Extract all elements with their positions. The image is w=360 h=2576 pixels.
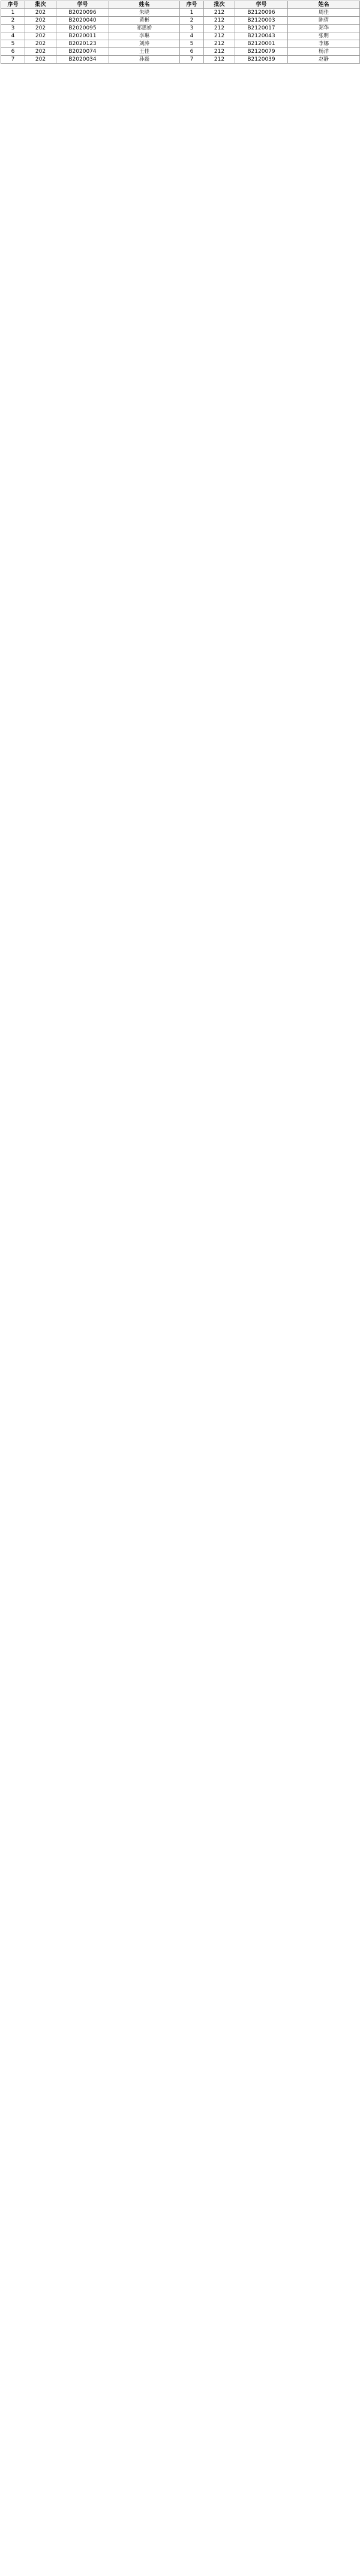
cell-student-id-left: B2020040 xyxy=(56,17,109,25)
cell-seq-right: 4 xyxy=(180,32,204,40)
cell-batch-left: 202 xyxy=(25,56,56,64)
cell-seq-left: 6 xyxy=(1,48,25,56)
header-name-right: 姓名 xyxy=(288,1,360,9)
cell-name-right: 张明 xyxy=(288,32,360,40)
header-row xyxy=(1,1,360,9)
header-batch-left: 批次 xyxy=(25,1,56,9)
cell-student-id-right: B2120096 xyxy=(235,9,288,17)
cell-seq-right: 2 xyxy=(180,17,204,25)
table-row xyxy=(1,40,360,48)
table-row xyxy=(1,48,360,56)
cell-batch-left: 202 xyxy=(25,9,56,17)
cell-batch-right: 212 xyxy=(204,40,235,48)
table-header xyxy=(1,1,360,9)
table-body xyxy=(1,9,360,64)
cell-name-left: 王佳 xyxy=(109,48,180,56)
cell-seq-left: 3 xyxy=(1,25,25,32)
cell-seq-left: 7 xyxy=(1,56,25,64)
cell-batch-left: 202 xyxy=(25,40,56,48)
cell-name-left: 孙磊 xyxy=(109,56,180,64)
cell-student-id-left: B2020095 xyxy=(56,25,109,32)
cell-name-right: 李娜 xyxy=(288,40,360,48)
cell-student-id-right: B2120003 xyxy=(235,17,288,25)
table-row xyxy=(1,9,360,17)
cell-name-left: 李琳 xyxy=(109,32,180,40)
cell-batch-left: 202 xyxy=(25,48,56,56)
cell-name-left: 黄彬 xyxy=(109,17,180,25)
cell-student-id-left: B2020096 xyxy=(56,9,109,17)
cell-batch-right: 212 xyxy=(204,48,235,56)
cell-name-right: 郑华 xyxy=(288,25,360,32)
cell-seq-right: 7 xyxy=(180,56,204,64)
cell-seq-right: 6 xyxy=(180,48,204,56)
cell-seq-left: 4 xyxy=(1,32,25,40)
cell-batch-right: 212 xyxy=(204,56,235,64)
header-batch-right: 批次 xyxy=(204,1,235,9)
cell-seq-right: 3 xyxy=(180,25,204,32)
cell-name-left: 刘涛 xyxy=(109,40,180,48)
cell-student-id-left: B2020123 xyxy=(56,40,109,48)
cell-seq-right: 1 xyxy=(180,9,204,17)
table-row xyxy=(1,25,360,32)
cell-seq-right: 5 xyxy=(180,40,204,48)
table-row xyxy=(1,56,360,64)
header-name-left: 姓名 xyxy=(109,1,180,9)
cell-batch-right: 212 xyxy=(204,25,235,32)
table-row xyxy=(1,32,360,40)
cell-student-id-right: B2120001 xyxy=(235,40,288,48)
cell-name-right: 赵静 xyxy=(288,56,360,64)
cell-student-id-left: B2020034 xyxy=(56,56,109,64)
header-seq-left: 序号 xyxy=(1,1,25,9)
cell-batch-right: 212 xyxy=(204,32,235,40)
header-student-id-right: 学号 xyxy=(235,1,288,9)
cell-seq-left: 1 xyxy=(1,9,25,17)
cell-batch-left: 202 xyxy=(25,25,56,32)
cell-name-left: 祁思娇 xyxy=(109,25,180,32)
cell-name-right: 杨洋 xyxy=(288,48,360,56)
cell-name-right: 周佳 xyxy=(288,9,360,17)
cell-name-right: 陈倩 xyxy=(288,17,360,25)
cell-student-id-right: B2120043 xyxy=(235,32,288,40)
cell-name-left: 朱晓 xyxy=(109,9,180,17)
cell-seq-left: 5 xyxy=(1,40,25,48)
table-row xyxy=(1,17,360,25)
cell-batch-right: 212 xyxy=(204,9,235,17)
cell-student-id-right: B2120079 xyxy=(235,48,288,56)
header-student-id-left: 学号 xyxy=(56,1,109,9)
cell-batch-left: 202 xyxy=(25,17,56,25)
cell-student-id-right: B2120017 xyxy=(235,25,288,32)
header-seq-right: 序号 xyxy=(180,1,204,9)
cell-batch-left: 202 xyxy=(25,32,56,40)
roster-table xyxy=(1,1,360,64)
cell-student-id-left: B2020074 xyxy=(56,48,109,56)
cell-seq-left: 2 xyxy=(1,17,25,25)
cell-student-id-right: B2120039 xyxy=(235,56,288,64)
cell-student-id-left: B2020011 xyxy=(56,32,109,40)
cell-batch-right: 212 xyxy=(204,17,235,25)
